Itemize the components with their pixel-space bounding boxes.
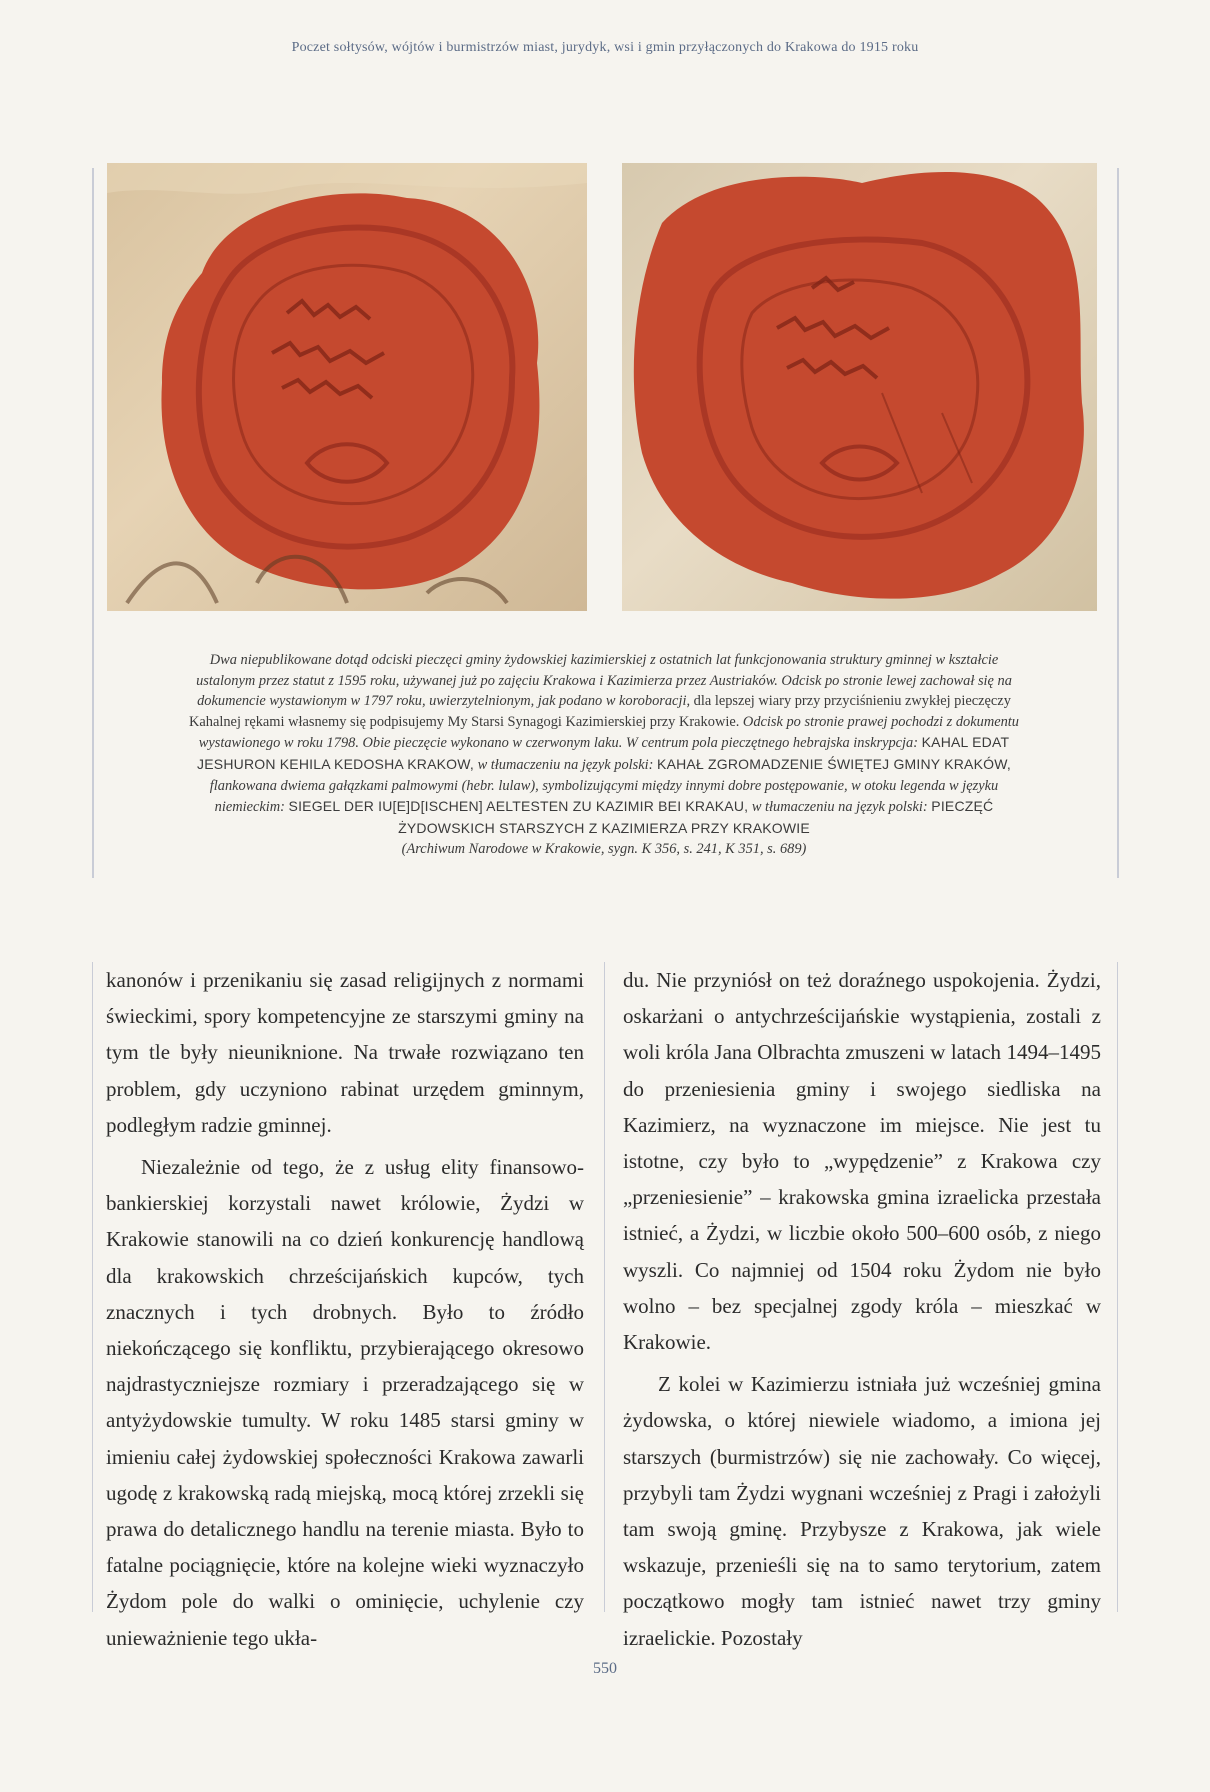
caption-inscription-hebrew: KAHAL EDAT JESHURON KEHILA KEDOSHA KRAKOW, <box>197 734 1010 772</box>
caption-text-3: w tłumaczeniu na język polski: <box>473 756 658 773</box>
caption-text-2: Odcisk po stronie prawej pochodzi z dokumentu wystawionego w roku 1798. Obie pieczęcie wykonano w czerwonym laku. W centrum pola pieczętnego hebrajska inskrypcja: <box>198 713 1019 752</box>
seal-photo-left <box>107 163 587 611</box>
page-number: 550 <box>593 1660 617 1677</box>
figure-caption <box>180 650 1028 860</box>
page-border-left <box>92 168 94 878</box>
caption-quote: dla lepszej wiary przy przyciśnieniu zwykłej pieczęczy Kahalnej rękami własnemy się podpisujemy My Starsi Synagogi Kazimierskiej przy Krakowie. <box>189 693 1011 730</box>
column-rule-middle <box>604 962 605 1612</box>
paragraph: kanonów i przenikaniu się zasad religijnych z normami świeckimi, spory kompetencyjne ze starszymi gminy na tym tle były nieuniknione. Na trwałe rozwiązano ten problem, gdy uczyniono rabinat urzędem gminnym, podległym radzie gminnej. <box>106 968 584 1137</box>
body-column-left <box>106 962 584 1656</box>
caption-text-1: Dwa niepublikowane dotąd odciski pieczęci gminy żydowskiej kazimierskiej z ostatnich lat funkcjonowania struktury gminnej w kształcie ustalonym przez statut z 1595 roku, używanej już po zajęciu Krakowa i Kazimierza przez Austriaków. Odcisk po stronie lewej zachował się na dokumencie wystawionym w 1797 roku, uwierzytelnionym, jak podano w koroboracji, <box>196 652 1012 710</box>
caption-legend-polish: PIECZĘĆ ŻYDOWSKICH STARSZYCH Z KAZIMIERZA PRZY KRAKOWIE <box>398 798 994 836</box>
column-rule-right <box>1117 962 1118 1612</box>
page-border-right <box>1117 168 1119 878</box>
caption-source: (Archiwum Narodowe w Krakowie, sygn. K 356, s. 241, K 351, s. 689) <box>401 841 807 858</box>
paragraph: Z kolei w Kazimierzu istniała już wcześniej gmina żydowska, o której niewiele wiadomo, a imiona jej starszych (burmistrzów) się nie zachowały. Co więcej, przybyli tam Żydzi wygnani wcześniej z Pragi i założyli tam swoją gminę. Przybysze z Krakowa, jak wiele wskazuje, przenieśli się na to samo terytorium, zatem początkowo mogły tam istnieć nawet trzy gminy izraelickie. Pozostały <box>623 1372 1101 1650</box>
running-header: Poczet sołtysów, wójtów i burmistrzów miast, jurydyk, wsi i gmin przyłączonych do Krakowa do 1915 roku <box>291 40 919 55</box>
paragraph: Niezależnie od tego, że z usług elity finansowo-bankierskiej korzystali nawet królowie, Żydzi w Krakowie stanowili na co dzień konkurencję handlową dla krakowskich chrześcijańskich kupców, tych znacznych i tych drobnych. Było to źródło niekończącego się konfliktu, przybierającego okresowo najdrastyczniejsze rozmiary i przeradzającego się w antyżydowskie tumulty. W roku 1485 starsi gminy w imieniu całej żydowskiej społeczności Krakowa zawarli ugodę z krakowską radą miejską, mocą której zrzekli się prawa do detalicznego handlu na terenie miasta. Było to fatalne pociągnięcie, które na kolejne wieki wyznaczyło Żydom pole do walki o ominięcie, uchylenie czy unieważnienie tego ukła- <box>106 1155 584 1650</box>
body-column-right <box>623 962 1101 1656</box>
caption-text-4: flankowana dwiema gałązkami palmowymi (hebr. lulaw), symbolizującymi między innymi dobre postępowanie, w otoku legenda w języku niemieckim: <box>209 777 999 816</box>
column-rule-left <box>92 962 93 1612</box>
caption-inscription-polish: KAHAŁ ZGROMADZENIE ŚWIĘTEJ GMINY KRAKÓW, <box>657 755 1011 772</box>
paragraph: du. Nie przyniósł on też doraźnego uspokojenia. Żydzi, oskarżani o antychrześcijańskie wystąpienia, zostali z woli króla Jana Olbrachta zmuszeni w latach 1494–1495 do przeniesienia gminy i swojego siedliska na Kazimierz, na wyznaczone im miejsce. Nie jest tu istotne, czy było to „wypędzenie” z Krakowa czy „przeniesienie” – krakowska gmina izraelicka przestała istnieć, a Żydzi, w liczbie około 500–600 osób, z niego wyszli. Co najmniej od 1504 roku Żydom nie było wolno – bez specjalnej zgody króla – mieszkać w Krakowie. <box>623 968 1101 1355</box>
seal-right-image <box>622 163 1097 611</box>
seal-left-image <box>107 163 587 611</box>
seal-photo-right <box>622 163 1097 611</box>
caption-legend-german: SIEGEL DER IU[E]D[ISCHEN] AELTESTEN ZU KAZIMIR BEI KRAKAU, <box>288 798 749 815</box>
caption-text-5: w tłumaczeniu na język polski: <box>748 799 932 816</box>
